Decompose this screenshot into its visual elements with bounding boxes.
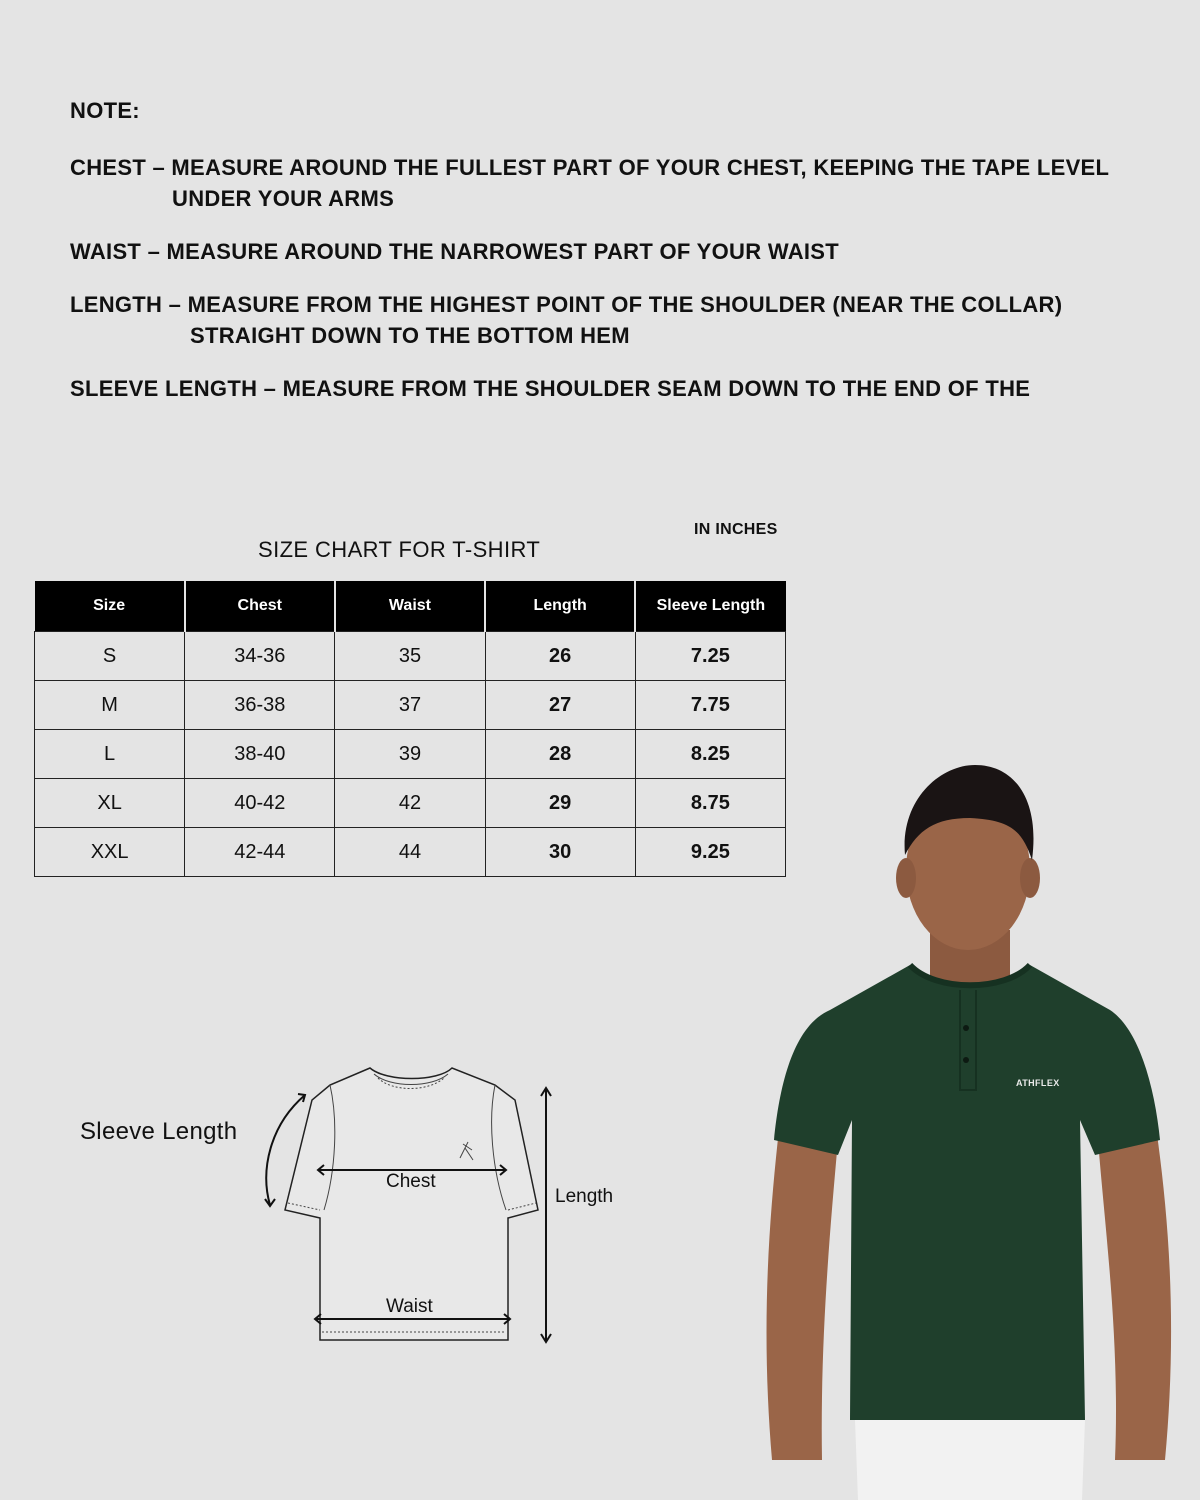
length-arrow-icon: [541, 1088, 551, 1342]
note-waist: [70, 236, 1180, 267]
diagram-chest-label: Chest: [386, 1171, 436, 1192]
cell-chest: 38-40: [185, 730, 335, 779]
model-ear-left: [896, 858, 916, 898]
cell-waist: 42: [335, 779, 485, 828]
cell-size: L: [35, 730, 185, 779]
size-table: [34, 581, 786, 877]
cell-sleeve-length: 8.75: [635, 779, 785, 828]
cell-size: S: [35, 632, 185, 681]
chart-unit: IN INCHES: [694, 521, 778, 538]
cell-length: 30: [485, 828, 635, 877]
note-sleeve: [70, 373, 1180, 404]
chart-title: SIZE CHART FOR T-SHIRT: [258, 537, 541, 562]
model-arm-left: [767, 1120, 838, 1460]
table-row: [35, 828, 786, 877]
note-sleeve-line1: SLEEVE LENGTH – MEASURE FROM THE SHOULDER SEAM DOWN TO THE END OF THE: [70, 376, 1031, 401]
cell-chest: 40-42: [185, 779, 335, 828]
cell-length: 27: [485, 681, 635, 730]
cell-chest: 42-44: [185, 828, 335, 877]
cell-sleeve-length: 7.25: [635, 632, 785, 681]
note-chest: [70, 152, 1180, 214]
cell-waist: 35: [335, 632, 485, 681]
note-heading: NOTE:: [70, 98, 140, 123]
cell-sleeve-length: 8.25: [635, 730, 785, 779]
model-button: [963, 1057, 969, 1063]
note-chest-line1: CHEST – MEASURE AROUND THE FULLEST PART OF YOUR CHEST, KEEPING THE TAPE LEVEL: [70, 155, 1110, 180]
header-length: Length: [485, 581, 635, 632]
header-chest: Chest: [185, 581, 335, 632]
cell-chest: 36-38: [185, 681, 335, 730]
model-button: [963, 1025, 969, 1031]
note-length-line1: LENGTH – MEASURE FROM THE HIGHEST POINT OF THE SHOULDER (NEAR THE COLLAR): [70, 292, 1063, 317]
model-shirt-brand: ATHFLEX: [1016, 1078, 1060, 1088]
cell-length: 26: [485, 632, 635, 681]
cell-waist: 39: [335, 730, 485, 779]
cell-length: 28: [485, 730, 635, 779]
note-waist-line1: WAIST – MEASURE AROUND THE NARROWEST PART OF YOUR WAIST: [70, 239, 840, 264]
cell-chest: 34-36: [185, 632, 335, 681]
model-ear-right: [1020, 858, 1040, 898]
diagram-length-label: Length: [555, 1186, 614, 1207]
diagram-sleeve-length-label: Sleeve Length: [80, 1118, 238, 1145]
cell-waist: 37: [335, 681, 485, 730]
table-header-row: [35, 581, 786, 632]
table-row: [35, 681, 786, 730]
note-length-line2: STRAIGHT DOWN TO THE BOTTOM HEM: [190, 323, 630, 348]
note-length: [70, 289, 1180, 351]
measurement-notes: [70, 98, 1180, 426]
cell-size: XL: [35, 779, 185, 828]
model-trousers: [855, 1420, 1085, 1500]
cell-sleeve-length: 7.75: [635, 681, 785, 730]
cell-sleeve-length: 9.25: [635, 828, 785, 877]
model-arm-right: [1098, 1120, 1171, 1460]
note-chest-line2: UNDER YOUR ARMS: [172, 186, 395, 211]
header-waist: Waist: [335, 581, 485, 632]
header-sleeve-length: Sleeve Length: [635, 581, 785, 632]
diagram-waist-label: Waist: [386, 1296, 433, 1317]
table-row: [35, 632, 786, 681]
table-row: [35, 730, 786, 779]
cell-waist: 44: [335, 828, 485, 877]
table-row: [35, 779, 786, 828]
model-photo: [760, 760, 1180, 1500]
header-size: Size: [35, 581, 185, 632]
cell-size: XXL: [35, 828, 185, 877]
cell-size: M: [35, 681, 185, 730]
cell-length: 29: [485, 779, 635, 828]
